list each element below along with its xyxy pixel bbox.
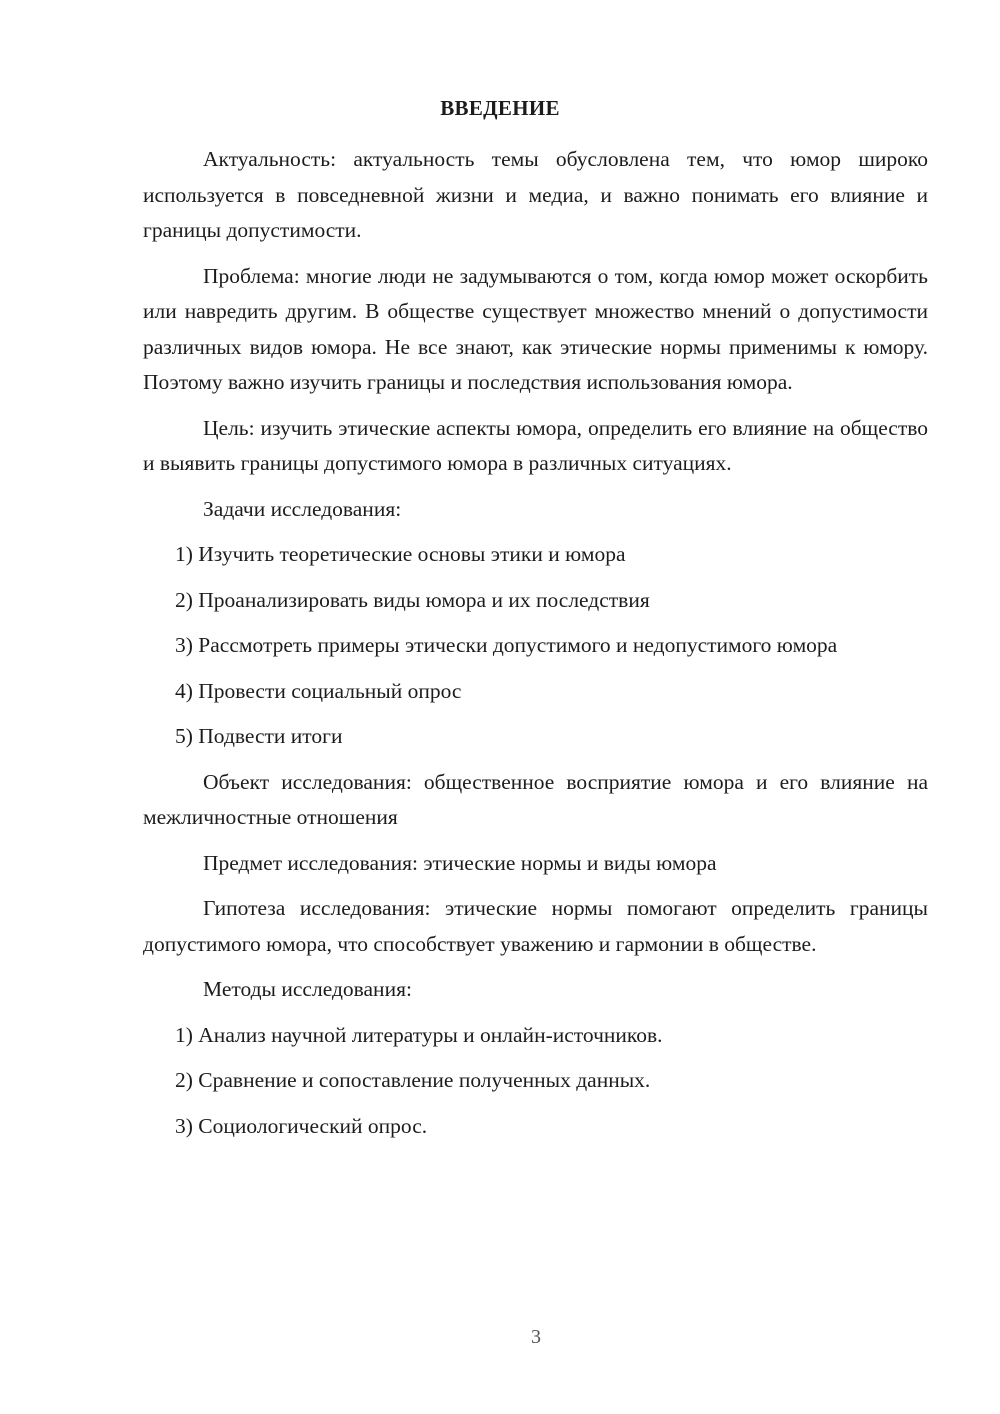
task-item: 5) Подвести итоги — [175, 724, 343, 748]
tasks-heading: Задачи исследования: — [203, 496, 402, 521]
body-text — [143, 142, 928, 1154]
subject-paragraph: Предмет исследования: этические нормы и виды юмора — [203, 850, 717, 875]
methods-heading: Методы исследования: — [203, 977, 412, 1001]
goal-paragraph: Цель: изучить этические аспекты юмора, определить его влияние на общество и выявить границы допустимого юмора в различных ситуациях. — [143, 415, 928, 475]
relevance-paragraph: Актуальность: актуальность темы обусловлена тем, что юмор широко используется в повседневной жизни и медиа, и важно понимать его влияние и границы допустимости. — [143, 147, 928, 242]
section-heading: ВВЕДЕНИЕ — [440, 96, 560, 120]
task-item: 2) Проанализировать виды юмора и их последствия — [175, 587, 650, 612]
method-item: 1) Анализ научной литературы и онлайн-источников. — [175, 1022, 663, 1047]
task-item: 1) Изучить теоретические основы этики и юмора — [175, 542, 626, 566]
hypothesis-paragraph: Гипотеза исследования: этические нормы помогают определить границы допустимого юмора, что способствует уважению и гармонии в обществе. — [143, 896, 928, 956]
object-paragraph: Объект исследования: общественное восприятие юмора и его влияние на межличностные отношения — [143, 769, 928, 829]
method-item: 2) Сравнение и сопоставление полученных данных. — [175, 1068, 651, 1092]
method-item: 3) Социологический опрос. — [175, 1113, 428, 1138]
task-item: 4) Провести социальный опрос — [175, 678, 462, 703]
task-item: 3) Рассмотреть примеры этически допустимого и недопустимого юмора — [175, 633, 838, 657]
page-number: 3 — [531, 1326, 541, 1348]
problem-paragraph: Проблема: многие люди не задумываются о том, когда юмор может оскорбить или навредить другим. В обществе существует множество мнений о допустимости различных видов юмора. Не все знают, как этические нормы применимы к юмору. Поэтому важно изучить границы и последствия использования юмора. — [143, 263, 928, 394]
